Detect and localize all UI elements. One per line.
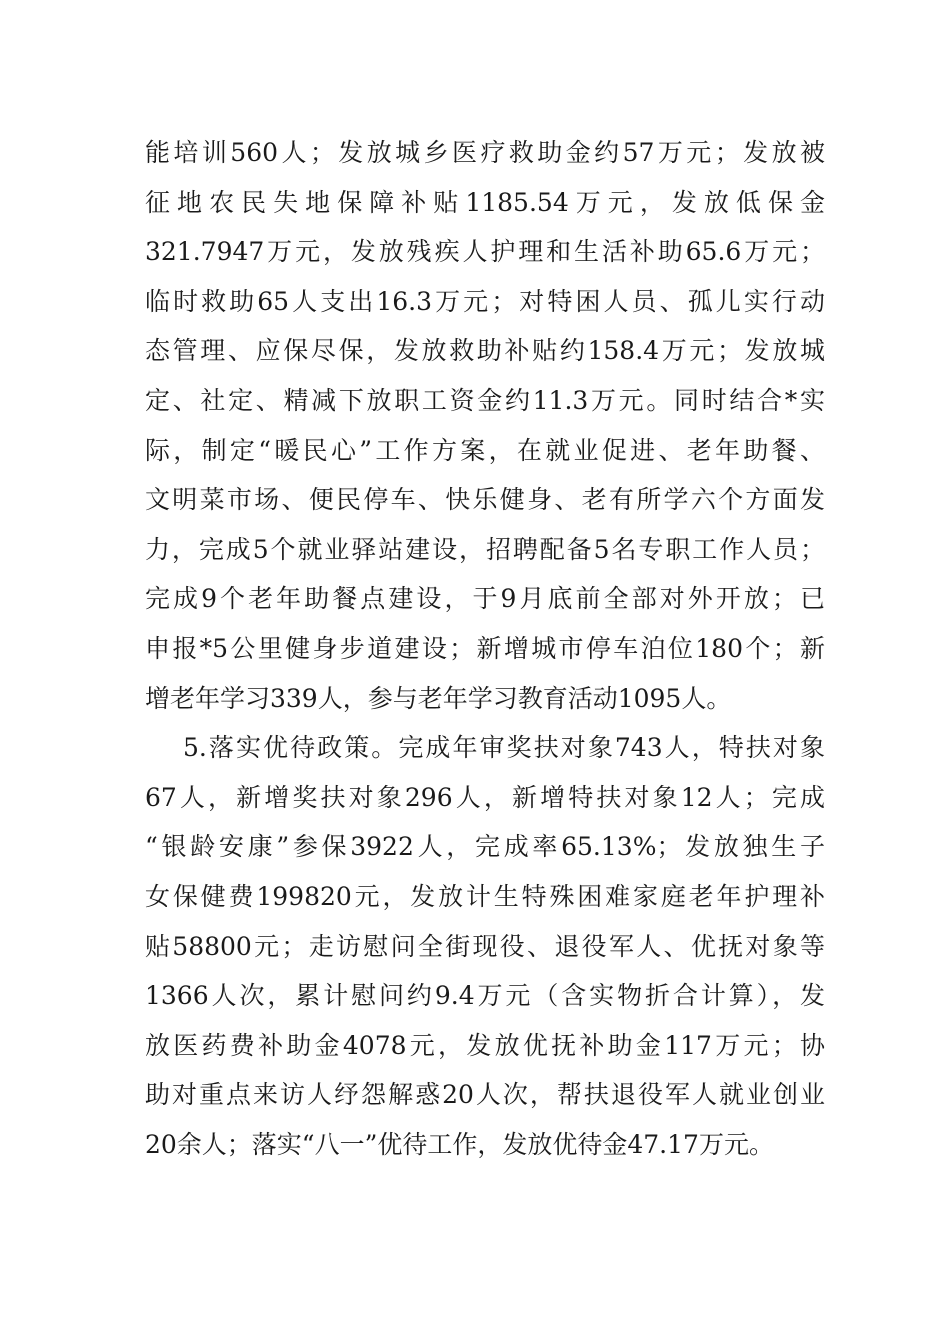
paragraph-end-line: 20余人；落实“八一”优待工作，发放优待金47.17万元。 bbox=[145, 1129, 774, 1159]
body-text bbox=[145, 128, 825, 1169]
paragraph-first-line: 5.落实优待政策。完成年审奖扶对象743人，特扶对象 bbox=[183, 733, 825, 763]
text-line: 际，制定“暖民心”工作方案，在就业促进、老年助餐、 bbox=[145, 435, 825, 465]
text-line: 助对重点来访人纾怨解惑20人次，帮扶退役军人就业创业 bbox=[145, 1080, 825, 1110]
text-line: 申报*5公里健身步道建设；新增城市停车泊位180个；新 bbox=[145, 633, 825, 663]
text-line: 能培训560人；发放城乡医疗救助金约57万元；发放被 bbox=[145, 138, 825, 167]
text-line: “银龄安康”参保3922人，完成率65.13%；发放独生子 bbox=[145, 832, 825, 862]
paragraph-end-line: 增老年学习339人，参与老年学习教育活动1095人。 bbox=[145, 683, 732, 713]
text-line: 临时救助65人支出16.3万元；对特困人员、孤儿实行动 bbox=[145, 286, 825, 316]
text-line: 力，完成5个就业驿站建设，招聘配备5名专职工作人员； bbox=[145, 534, 825, 564]
text-line: 态管理、应保尽保，发放救助补贴约158.4万元；发放城 bbox=[145, 336, 825, 366]
text-line: 文明菜市场、便民停车、快乐健身、老有所学六个方面发 bbox=[145, 485, 825, 515]
text-line: 完成9个老年助餐点建设，于9月底前全部对外开放；已 bbox=[145, 584, 825, 614]
text-line: 女保健费199820元，发放计生特殊困难家庭老年护理补 bbox=[145, 881, 825, 911]
text-line: 1366人次，累计慰问约9.4万元（含实物折合计算），发 bbox=[145, 981, 825, 1011]
text-line: 征地农民失地保障补贴1185.54万元，发放低保金 bbox=[145, 187, 825, 217]
text-line: 321.7947万元，发放残疾人护理和生活补助65.6万元； bbox=[145, 237, 825, 267]
text-line: 贴58800元；走访慰问全街现役、退役军人、优抚对象等 bbox=[145, 931, 825, 961]
text-line: 放医药费补助金4078元，发放优抚补助金117万元；协 bbox=[145, 1030, 825, 1060]
text-line: 定、社定、精减下放职工资金约11.3万元。同时结合*实 bbox=[145, 385, 825, 415]
text-line: 67人，新增奖扶对象296人，新增特扶对象12人；完成 bbox=[145, 782, 825, 812]
